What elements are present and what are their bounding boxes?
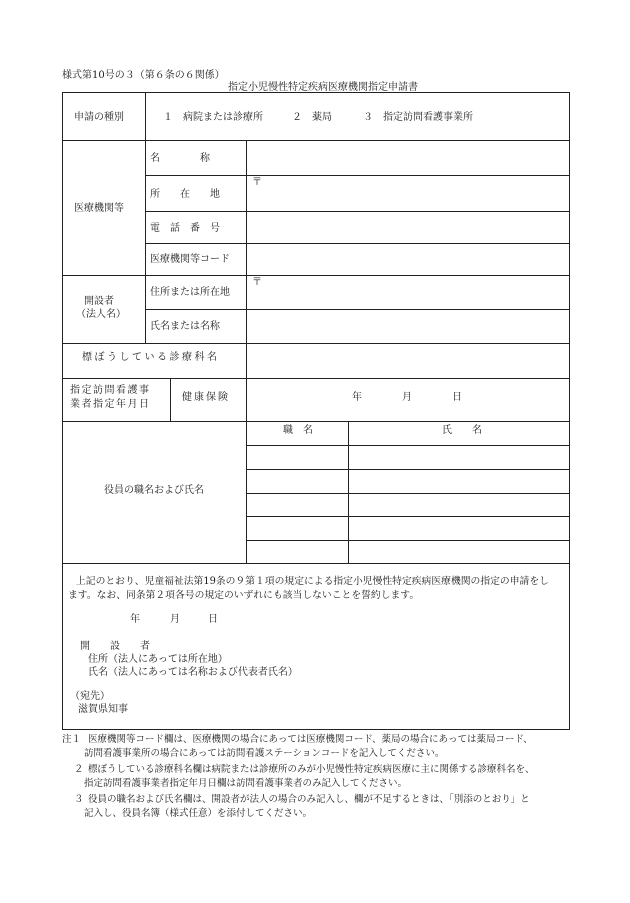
declaration-name: 氏名（法人にあっては名称および代表者氏名） (88, 667, 298, 678)
declaration-date-year: 年 (130, 614, 140, 625)
institution-name-label: 名 称 (150, 153, 210, 164)
officer-row[interactable] (247, 540, 569, 562)
officers-col-name: 氏 名 (442, 425, 482, 436)
founder-address-label: 住所または所在地 (150, 287, 230, 298)
visiting-nursing-label-line1: 指定訪問看護事 (70, 385, 151, 396)
institution-code-field[interactable] (247, 243, 569, 274)
officer-row[interactable] (247, 493, 569, 515)
departments-field[interactable] (247, 343, 569, 377)
officer-row[interactable] (247, 469, 569, 492)
note-marker: ３ (74, 794, 84, 805)
declaration-date-day: 日 (208, 614, 218, 625)
founder-name-label: 氏名または名称 (150, 321, 220, 332)
note-marker: 注１ (62, 734, 82, 745)
addressee-label: （宛先） (70, 691, 110, 702)
note-line: 標ぼうしている診療科名欄は病院または診療所のみが小児慢性特定疾病医療に主に関係する診療科名を、 (88, 764, 535, 775)
addressee-governor: 滋賀県知事 (78, 704, 128, 715)
founder-postal-mark: 〒 (252, 277, 262, 288)
note-line: 訪問看護事業所の場合にあっては訪問看護ステーションコードを記入してください。 (84, 748, 445, 759)
nursing-date-field[interactable] (247, 378, 569, 420)
note-line: 役員の職名および氏名欄は、開設者が法人の場合のみ記入し、欄が不足するときは、「別添のとおり」と (88, 794, 530, 805)
institution-postal-mark: 〒 (252, 177, 262, 188)
nursing-date-year: 年 (352, 392, 362, 403)
institution-phone-label: 電 話 番 号 (150, 223, 220, 234)
founder-address-field[interactable] (247, 275, 569, 308)
application-type-label: 申請の種別 (74, 112, 124, 123)
declaration-address: 住所（法人にあっては所在地） (88, 654, 228, 665)
officer-row[interactable] (247, 516, 569, 539)
officers-col-title: 職 名 (283, 425, 313, 436)
medical-institution-label: 医療機関等 (74, 203, 124, 214)
officer-row[interactable] (247, 445, 569, 468)
founder-label: 開設者 (84, 296, 114, 307)
departments-label: 標ぼうしている診療科名 (82, 352, 220, 363)
application-type-option-pharmacy[interactable]: ２ 薬局 (292, 112, 332, 123)
nursing-date-day: 日 (452, 392, 462, 403)
health-insurance-label: 健康保険 (182, 392, 230, 403)
declaration-date-month: 月 (170, 614, 180, 625)
declaration-line1: 上記のとおり、児童福祉法第19条の９第１項の規定による指定小児慢性特定疾病医療機関の指定の申請をし (76, 576, 549, 587)
application-type-option-nursing[interactable]: ３ 指定訪問看護事業所 (363, 112, 473, 123)
nursing-date-month: 月 (402, 392, 412, 403)
institution-name-field[interactable] (247, 140, 569, 174)
note-line: 医療機関等コード欄は、医療機関の場合にあっては医療機関コード、薬局の場合にあっては薬局コード、 (88, 734, 533, 745)
form-title: 指定小児慢性特定疾病医療機関指定申請書 (228, 82, 418, 93)
institution-phone-field[interactable] (247, 211, 569, 242)
note-line: 指定訪問看護事業者指定年月日欄は訪問看護事業者のみ記入してください。 (84, 778, 408, 789)
declaration-line2: ます。なお、同条第２項各号の規定のいずれにも該当しないことを誓約します。 (68, 590, 420, 601)
founder-name-field[interactable] (247, 309, 569, 342)
institution-location-field[interactable] (247, 175, 569, 210)
note-marker: ２ (74, 764, 84, 775)
declaration-founder: 開 設 者 (80, 641, 150, 652)
institution-code-label: 医療機関等コード (150, 254, 230, 265)
institution-location-label: 所 在 地 (150, 189, 220, 200)
visiting-nursing-label-line2: 業者指定年月日 (70, 399, 151, 410)
officers-label: 役員の職名および氏名 (104, 485, 204, 496)
form-number: 様式第10号の３（第６条の６関係） (62, 70, 225, 81)
application-type-option-hospital[interactable]: １ 病院または診療所 (163, 112, 263, 123)
founder-corporate-label: （法人名） (76, 309, 126, 320)
note-line: 記入し、役員名簿（様式任意）を添付してください。 (84, 808, 313, 819)
